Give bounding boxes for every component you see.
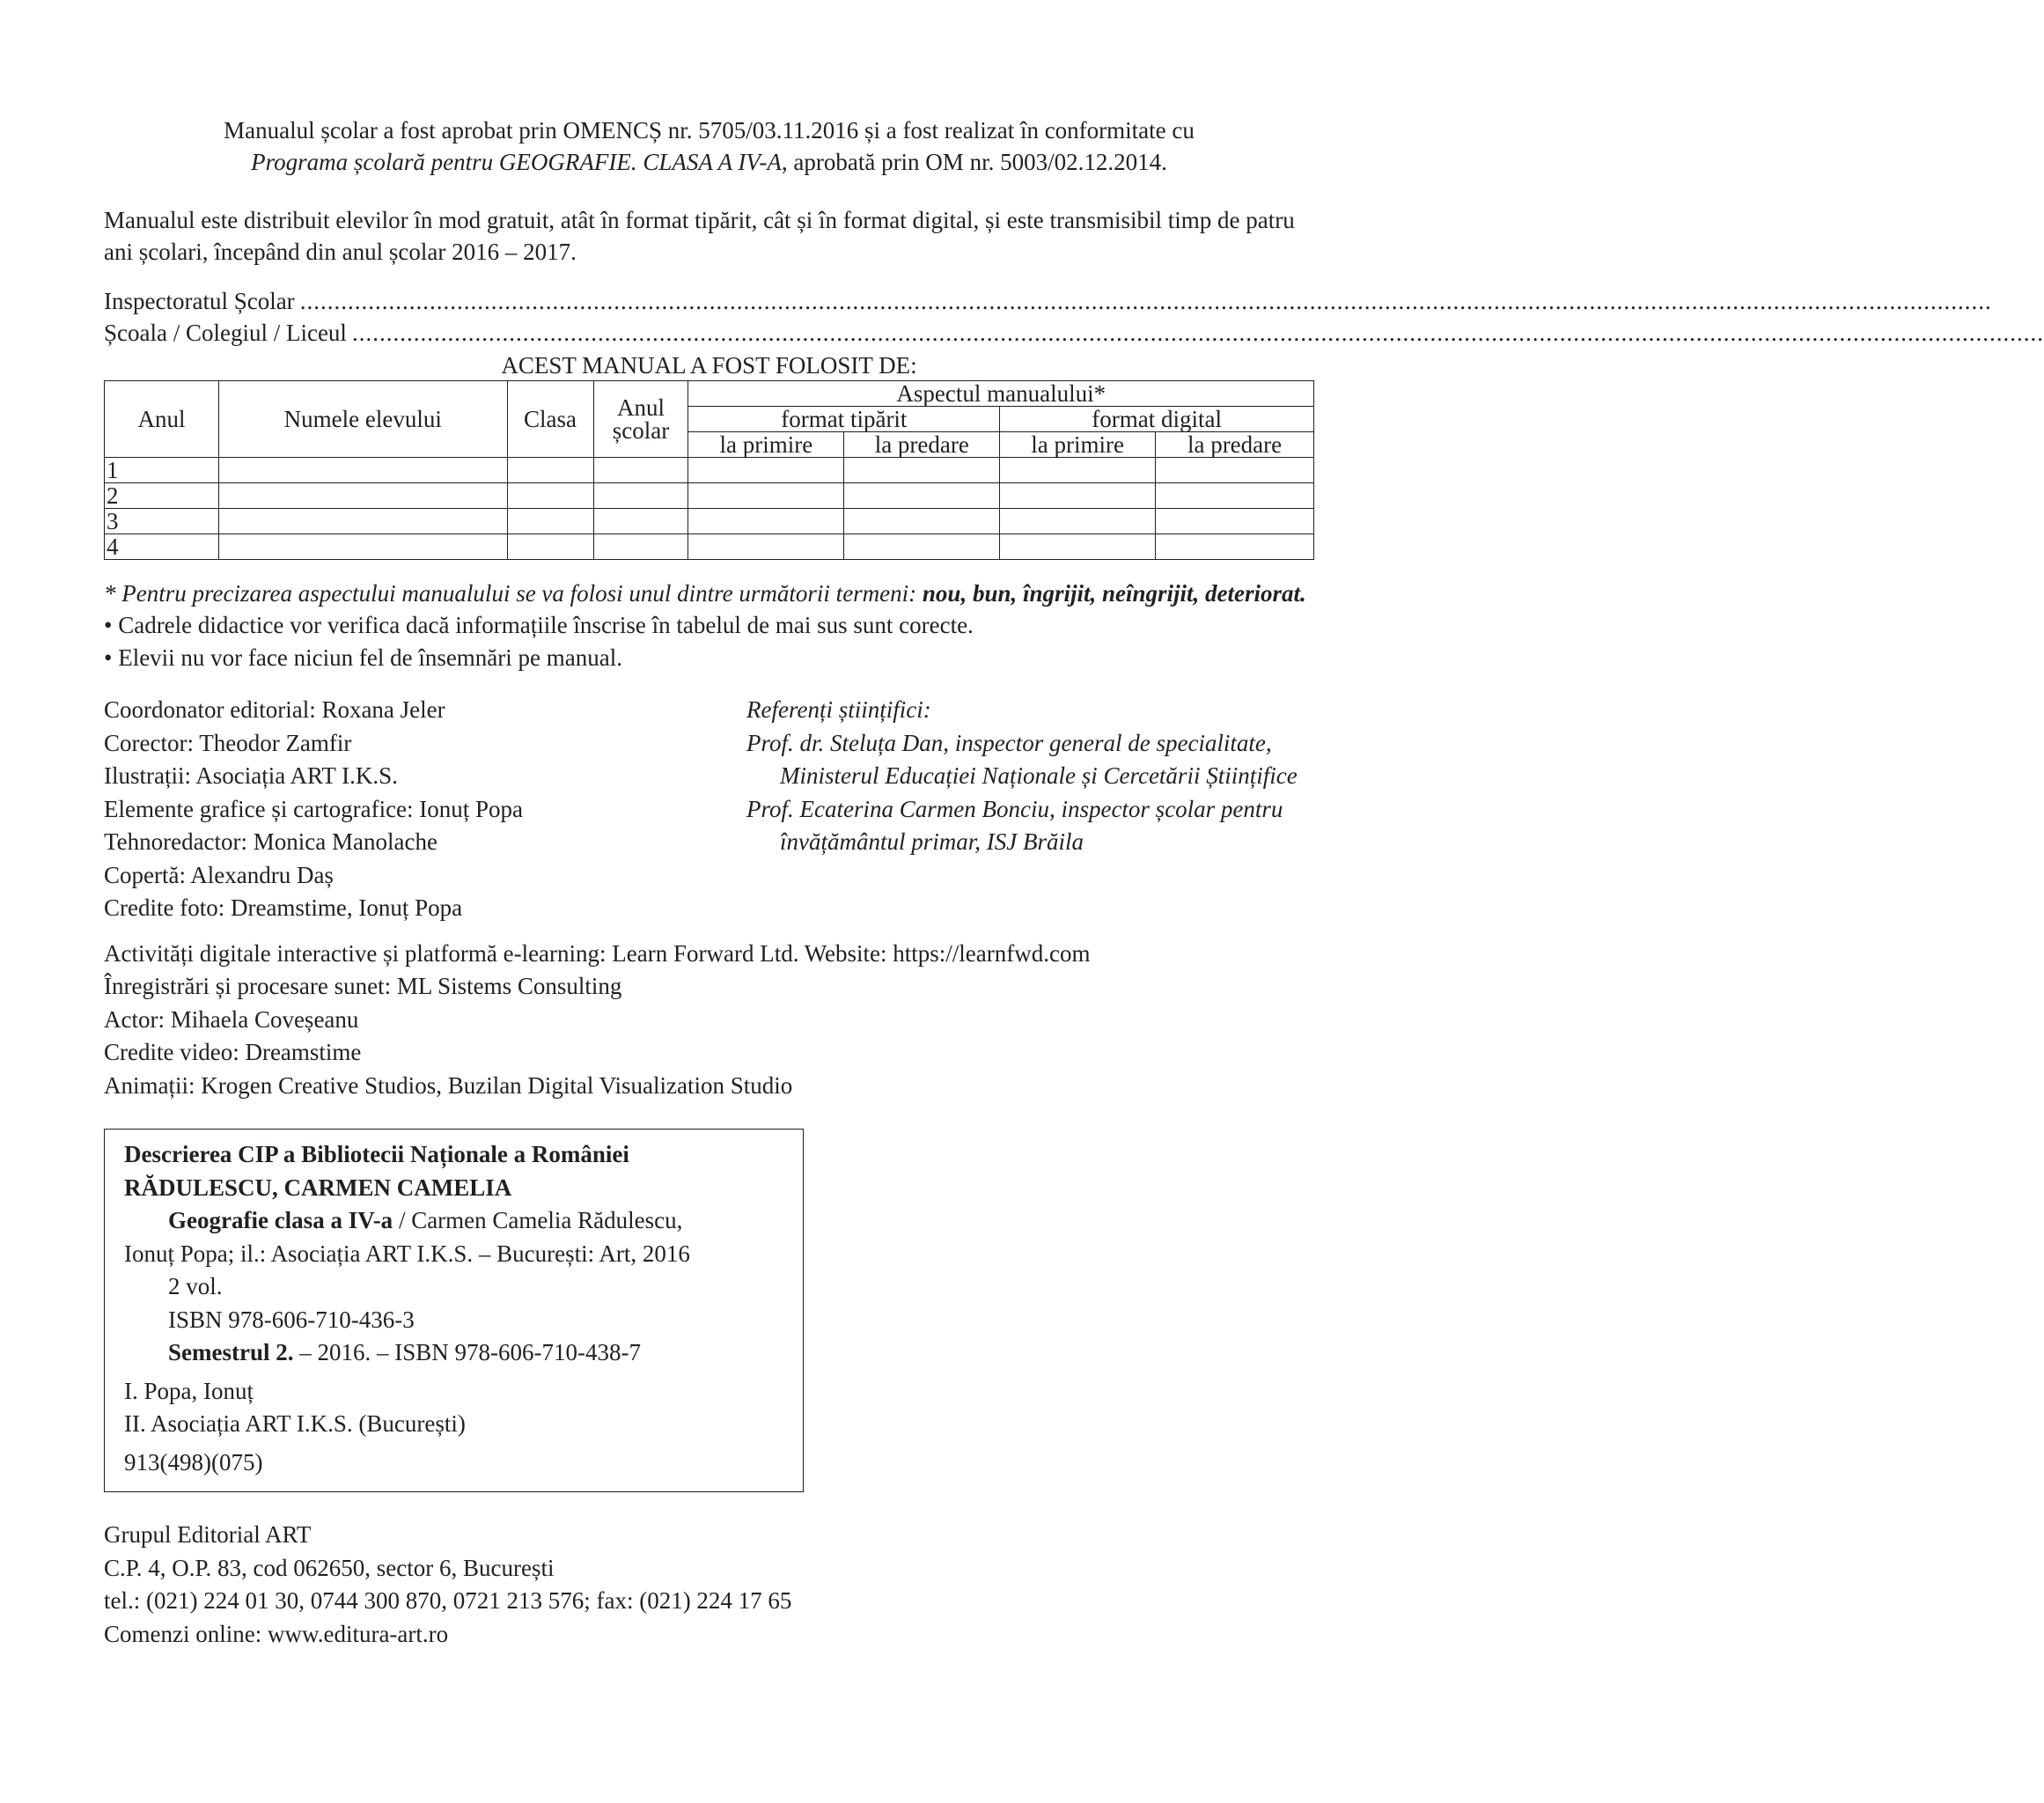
- publisher-address: C.P. 4, O.P. 83, cod 062650, sector 6, București: [104, 1554, 555, 1581]
- cell: [688, 458, 844, 483]
- header-anul: Anul: [105, 381, 219, 458]
- cip-title: Descrierea CIP a Bibliotecii Naționale a României: [124, 1141, 629, 1167]
- header-format-tiparit: format tipărit: [688, 407, 1000, 432]
- publisher-name: Grupul Editorial ART: [104, 1521, 312, 1548]
- credit-line: Elemente grafice și cartografice: Ionuț Popa: [104, 795, 524, 822]
- cell: [593, 483, 688, 509]
- cell: [1000, 509, 1156, 534]
- cell: [1156, 509, 1314, 534]
- credit-line: Ilustrații: Asociația ART I.K.S.: [104, 762, 398, 789]
- credit-line: Credite video: Dreamstime: [104, 1039, 362, 1065]
- distribution-notice: Manualul este distribuit elevilor în mod gratuit, atât în format tipărit, cât și în format digital, și este transmisibil timp de patru ani școlari, începând din anul școlar 2016 – 2017.: [104, 207, 1295, 265]
- cip-index-1: I. Popa, Ionuț: [124, 1377, 254, 1404]
- header-la-predare: la predare: [1156, 432, 1314, 458]
- header-numele-elevului: Numele elevului: [218, 381, 507, 458]
- header-anul-scolar-l2: școlar: [612, 417, 670, 444]
- cell: [507, 458, 593, 483]
- cell: [1000, 534, 1156, 560]
- list-item: • Cadrele didactice vor verifica dacă informațiile înscrise în tabelul de mai sus sunt corecte.: [104, 609, 1314, 642]
- cip-isbn: ISBN 978-606-710-436-3: [168, 1306, 415, 1333]
- row-number: 4: [105, 534, 219, 560]
- header-anul-scolar-l1: Anul: [617, 394, 665, 421]
- list-item: • Elevii nu vor face niciun fel de însemnări pe manual.: [104, 642, 1314, 674]
- approval-line-2: [104, 146, 1314, 178]
- cell: [593, 509, 688, 534]
- header-aspect: Aspectul manualului*: [688, 381, 1314, 407]
- approval-line-1: Manualul școlar a fost aprobat prin OMENCȘ nr. 5705/03.11.2016 și a fost realizat în conformitate cu: [224, 117, 1195, 144]
- cell: [1000, 483, 1156, 509]
- cip-semester-rest: – 2016. – ISBN 978-606-710-438-7: [293, 1339, 641, 1365]
- cip-semester-line: [124, 1336, 783, 1370]
- cell: [593, 534, 688, 560]
- publisher-info: [104, 1519, 1314, 1651]
- credits-section: [104, 694, 1314, 925]
- referee-1: Prof. dr. Steluța Dan, inspector general de specialitate,: [746, 729, 1272, 756]
- table-row: [105, 458, 1314, 483]
- curriculum-title: Programa școlară pentru GEOGRAFIE. CLASA A IV-A: [251, 149, 782, 175]
- fill-line-label: Inspectoratul Școlar: [104, 288, 295, 314]
- usage-table: [104, 380, 1314, 560]
- cip-volumes: 2 vol.: [168, 1273, 223, 1299]
- footnote-text: * Pentru precizarea aspectului manualului se va folosi unul dintre următorii termeni:: [104, 580, 923, 607]
- cell: [844, 509, 1000, 534]
- referees-title: Referenți științifici:: [746, 696, 931, 723]
- fill-line-scoala: [104, 317, 2044, 349]
- cell: [1156, 534, 1314, 560]
- fill-line-inspectorat: [104, 285, 1992, 317]
- row-number: 3: [105, 509, 219, 534]
- credit-line: Corector: Theodor Zamfir: [104, 729, 352, 756]
- cell: [507, 483, 593, 509]
- cip-description-box: [104, 1129, 804, 1492]
- cell: [844, 458, 1000, 483]
- cell: [1000, 458, 1156, 483]
- approval-line-2-rest: , aprobată prin OM nr. 5003/02.12.2014.: [781, 149, 1167, 175]
- instructions-list: [104, 609, 1314, 674]
- cell: [218, 534, 507, 560]
- cip-book-rest: / Carmen Camelia Rădulescu,: [393, 1207, 683, 1233]
- cell: [218, 483, 507, 509]
- cip-book-title: Geografie clasa a IV-a: [168, 1207, 393, 1233]
- cell: [1156, 458, 1314, 483]
- cip-publication-line: Ionuț Popa; il.: Asociația ART I.K.S. – București: Art, 2016: [124, 1240, 690, 1267]
- header-la-predare: la predare: [844, 432, 1000, 458]
- usage-table-title: ACEST MANUAL A FOST FOLOSIT DE:: [501, 352, 917, 379]
- aspect-footnote: [104, 578, 1314, 609]
- fill-line-label: Școala / Colegiul / Liceul: [104, 320, 347, 346]
- credit-line: Animații: Krogen Creative Studios, Buzilan Digital Visualization Studio: [104, 1071, 793, 1099]
- credit-line: Actor: Mihaela Coveșeanu: [104, 1005, 359, 1033]
- cip-index-2: II. Asociația ART I.K.S. (București): [124, 1410, 466, 1437]
- cip-book-line: [124, 1204, 783, 1238]
- cip-udc: 913(498)(075): [124, 1448, 263, 1476]
- cell: [593, 458, 688, 483]
- header-anul-scolar: [593, 381, 688, 458]
- scientific-referees: [746, 694, 1314, 925]
- referee-2-affiliation: învățământul primar, ISJ Brăila: [780, 828, 1084, 855]
- credit-line: Tehnoredactor: Monica Manolache: [104, 828, 437, 855]
- cip-author: RĂDULESCU, CARMEN CAMELIA: [124, 1174, 512, 1201]
- credit-line: Credite foto: Dreamstime, Ionuț Popa: [104, 894, 463, 921]
- row-number: 1: [105, 458, 219, 483]
- table-header-row: [105, 381, 1314, 407]
- dotted-leader: ........................................................................................................................................................................................................................................................: [351, 320, 2044, 346]
- cell: [688, 483, 844, 509]
- cell: [507, 534, 593, 560]
- table-row: [105, 534, 1314, 560]
- cell: [844, 483, 1000, 509]
- referee-2: Prof. Ecaterina Carmen Bonciu, inspector școlar pentru: [746, 795, 1283, 822]
- editorial-credits: [104, 694, 746, 925]
- publisher-phone: tel.: (021) 224 01 30, 0744 300 870, 0721 213 576; fax: (021) 224 17 65: [104, 1587, 792, 1614]
- footnote-terms: nou, bun, îngrijit, neîngrijit, deteriorat.: [922, 580, 1306, 607]
- header-la-primire: la primire: [688, 432, 844, 458]
- header-format-digital: format digital: [1000, 407, 1314, 432]
- cell: [218, 458, 507, 483]
- cell: [218, 509, 507, 534]
- header-clasa: Clasa: [507, 381, 593, 458]
- table-row: [105, 483, 1314, 509]
- dotted-leader: ........................................................................................................................................................................................................................................................: [299, 288, 1992, 314]
- cell: [844, 534, 1000, 560]
- cell: [507, 509, 593, 534]
- row-number: 2: [105, 483, 219, 509]
- credit-line: Înregistrări și procesare sunet: ML Sistems Consulting: [104, 973, 622, 999]
- digital-credits: [104, 938, 1314, 1103]
- referee-1-affiliation: Ministerul Educației Naționale și Cercetării Științifice: [780, 762, 1298, 789]
- table-row: [105, 509, 1314, 534]
- credit-line: Copertă: Alexandru Daș: [104, 861, 334, 888]
- header-la-primire: la primire: [1000, 432, 1156, 458]
- cip-semester: Semestrul 2.: [168, 1339, 294, 1365]
- credit-line: Coordonator editorial: Roxana Jeler: [104, 696, 445, 723]
- cell: [1156, 483, 1314, 509]
- credit-line: Activități digitale interactive și platformă e-learning: Learn Forward Ltd. Website: https://learnfwd.com: [104, 939, 1091, 967]
- imprint-page: [104, 114, 2044, 1651]
- cell: [688, 509, 844, 534]
- publisher-website: Comenzi online: www.editura-art.ro: [104, 1620, 449, 1647]
- approval-notice: [104, 114, 1314, 178]
- cell: [688, 534, 844, 560]
